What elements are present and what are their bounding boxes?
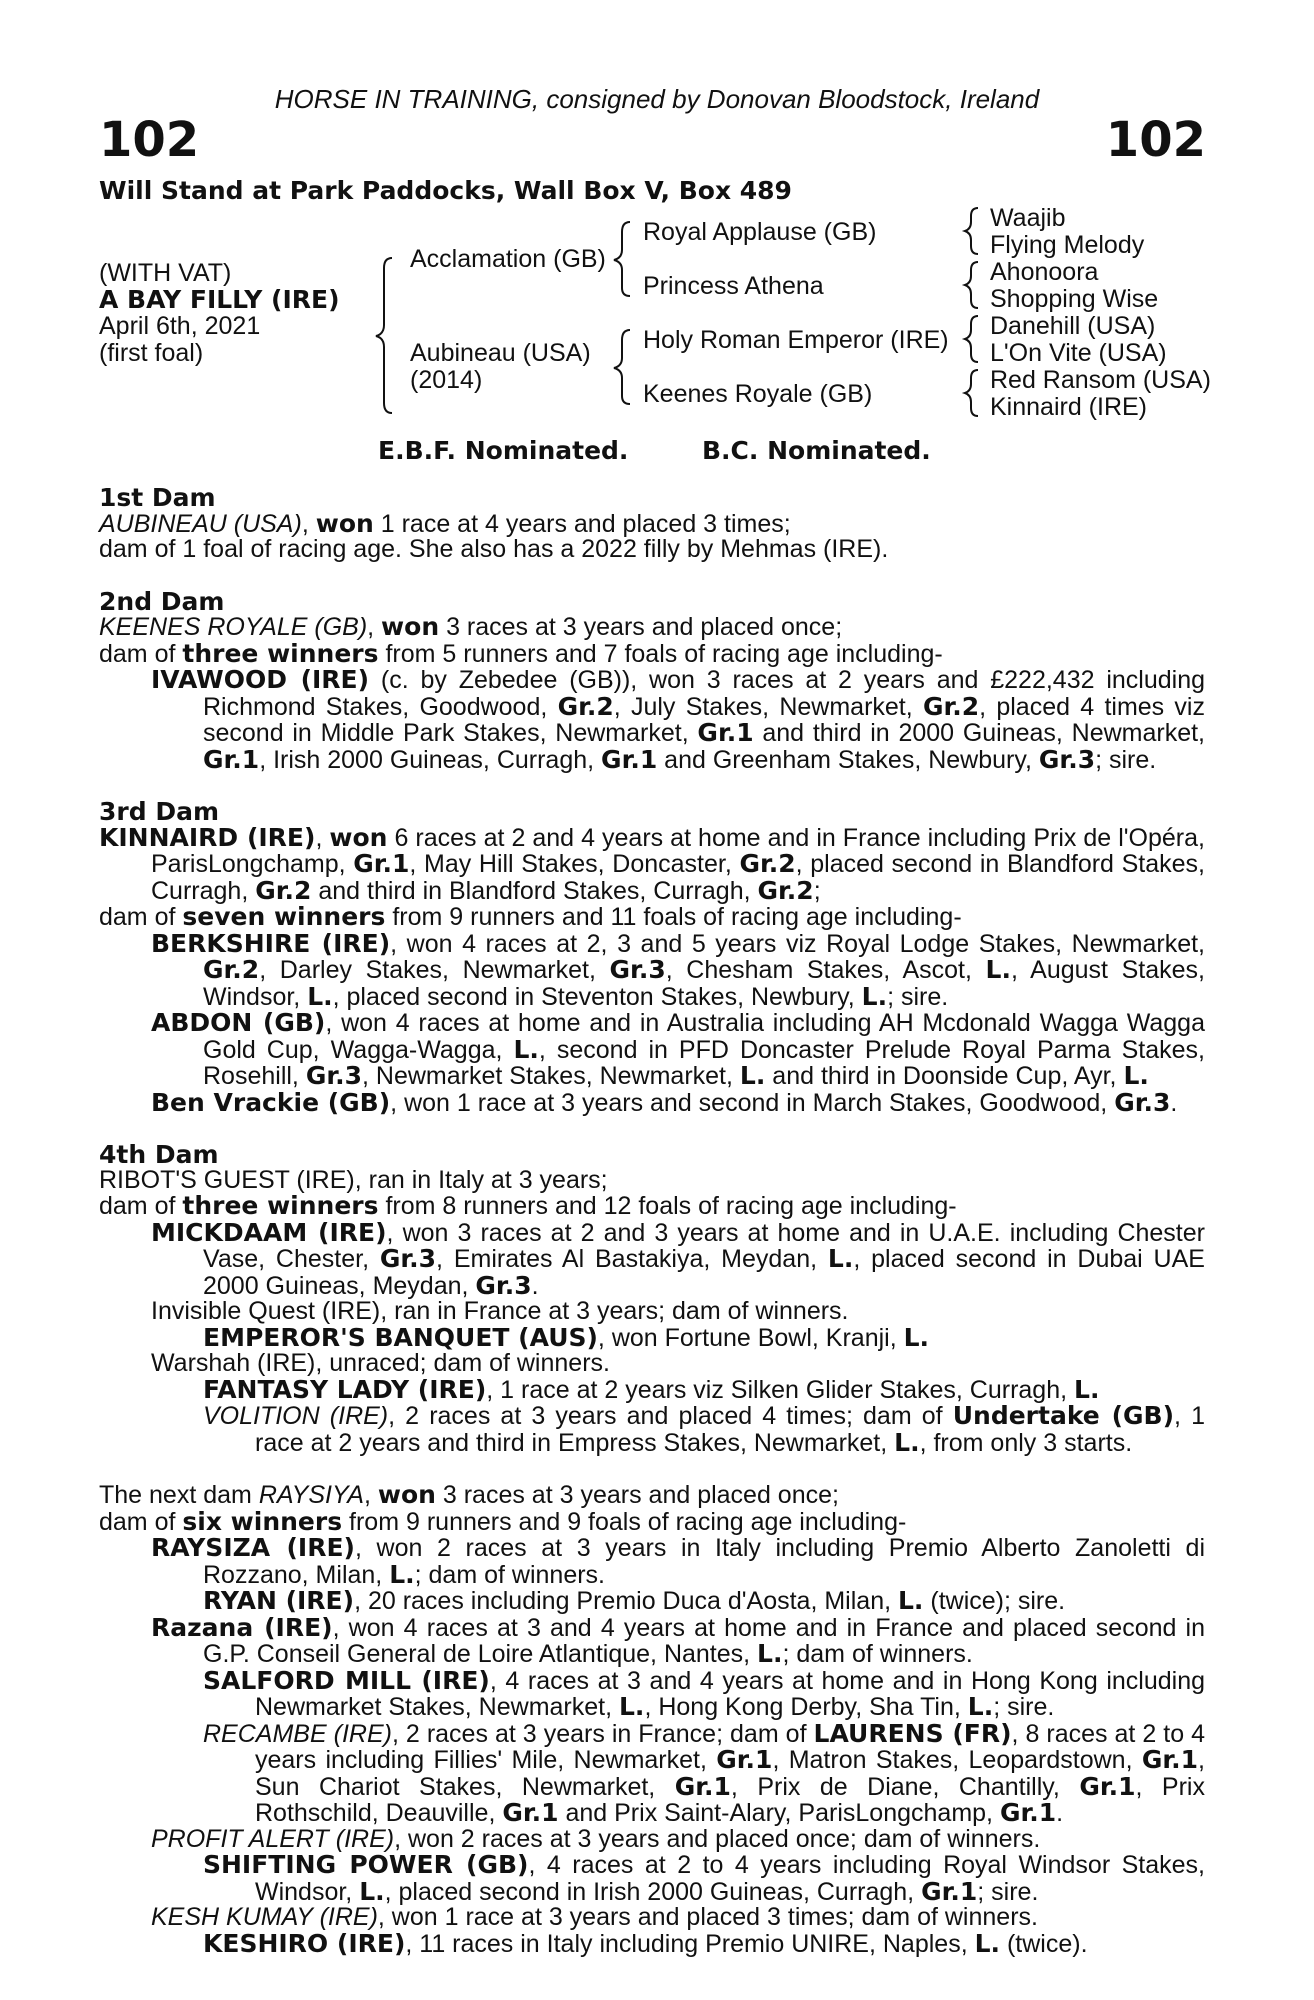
next-dam-produce: dam of six winners from 9 runners and 9 foals of racing age including- — [99, 1506, 907, 1536]
produce-entry: ABDON (GB), won 4 races at home and in Australia including AH Mcdonald Wagga Wagga Gold Cup, Wagga-Wagga, L., second in PFD Doncaster Prelude Royal Parma Stakes, Rosehill, Gr.3, Newmarket Stakes, Newmarket, L. and third in Doonside Cup, Ayr, L. — [151, 1008, 1205, 1090]
great-grandparent-8: Kinnaird (IRE) — [990, 393, 1147, 421]
produce-entry: FANTASY LADY (IRE), 1 race at 2 years viz Silken Glider Stakes, Curragh, L. — [203, 1374, 1100, 1404]
catalogue-text — [99, 485, 1205, 1957]
foal-note: (first foal) — [99, 339, 204, 367]
third-dam-produce: dam of seven winners from 9 runners and 11 foals of racing age including- — [99, 902, 962, 931]
produce-entry: KESH KUMAY (IRE), won 1 race at 3 years and placed 3 times; dam of winners. — [151, 1903, 1038, 1931]
great-grandparent-5: Danehill (USA) — [990, 312, 1156, 340]
first-dam-record: AUBINEAU (USA), won 1 race at 4 years and placed 3 times; — [99, 508, 791, 538]
produce-entry: RYAN (IRE), 20 races including Premio Duca d'Aosta, Milan, L. (twice); sire. — [203, 1586, 1066, 1615]
foaling-date: April 6th, 2021 — [99, 312, 261, 340]
produce-entry: Ben Vrackie (GB), won 1 race at 3 years and second in March Stakes, Goodwood, Gr.3. — [151, 1087, 1178, 1117]
produce-entry: BERKSHIRE (IRE), won 4 races at 2, 3 and 5 years viz Royal Lodge Stakes, Newmarket, Gr.2, Darley Stakes, Newmarket, Gr.3, Chesham Stakes, Ascot, L., August Stakes, Windsor, L., placed second in Steventon Stakes, Newbury, L.; sire. — [151, 928, 1205, 1011]
great-grandparent-4: Shopping Wise — [990, 285, 1159, 313]
produce-entry: EMPEROR'S BANQUET (AUS), won Fortune Bowl, Kranji, L. — [203, 1322, 930, 1352]
vat-note: (WITH VAT) — [99, 259, 232, 287]
produce-entry: KESHIRO (IRE), 11 races in Italy including Premio UNIRE, Naples, L. (twice). — [203, 1928, 1088, 1958]
third-dam-record: KINNAIRD (IRE), won 6 races at 2 and 4 years at home and in France including Prix de l'Opéra, ParisLongchamp, Gr.1, May Hill Stakes, Doncaster, Gr.2, placed second in Blandford Stakes, Curragh, Gr.2 and third in Blandford Stakes, Curragh, Gr.2; — [99, 822, 1205, 905]
produce-entry: Warshah (IRE), unraced; dam of winners. — [151, 1349, 610, 1377]
produce-entry: IVAWOOD (IRE) (c. by Zebedee (GB)), won 3 races at 2 years and £222,432 including Richmond Stakes, Goodwood, Gr.2, July Stakes, Newmarket, Gr.2, placed 4 times viz second in Middle Park Stakes, Newmarket, Gr.1 and third in 2000 Guineas, Newmarket, Gr.1, Irish 2000 Guineas, Curragh, Gr.1 and Greenham Stakes, Newbury, Gr.3; sire. — [151, 665, 1206, 774]
stand-location: Will Stand at Park Paddocks, Wall Box V, Box 489 — [99, 176, 792, 205]
produce-entry: VOLITION (IRE), 2 races at 3 years and placed 4 times; dam of Undertake (GB), 1 race at 2 years and third in Empress Stakes, Newmarket, L., from only 3 starts. — [203, 1401, 1206, 1457]
great-grandparent-3: Ahonoora — [990, 258, 1099, 286]
sire-name: Acclamation (GB) — [410, 245, 606, 273]
produce-entry: Invisible Quest (IRE), ran in France at 3 years; dam of winners. — [151, 1297, 849, 1325]
second-dam-section — [99, 586, 1206, 774]
lot-number-right: 102 — [1105, 112, 1206, 168]
produce-entry: PROFIT ALERT (IRE), won 2 races at 3 years and placed once; dam of winners. — [151, 1824, 1041, 1853]
grandsire-2: Holy Roman Emperor (IRE) — [643, 326, 949, 354]
third-dam-heading: 3rd Dam — [99, 797, 219, 826]
fourth-dam-produce: dam of three winners from 8 runners and 12 foals of racing age including- — [99, 1191, 957, 1220]
great-grandparent-6: L'On Vite (USA) — [990, 339, 1167, 367]
dam-name: Aubineau (USA) — [410, 339, 591, 367]
great-grandparent-2: Flying Melody — [990, 231, 1145, 259]
first-dam-heading: 1st Dam — [99, 483, 216, 512]
dam-year: (2014) — [410, 366, 483, 394]
great-grandparent-1: Waajib — [990, 204, 1066, 232]
pedigree-brackets — [0, 0, 1314, 460]
produce-entry: MICKDAAM (IRE), won 3 races at 2 and 3 years at home and in U.A.E. including Chester Vase, Chester, Gr.3, Emirates Al Bastakiya, Meydan, L., placed second in Dubai UAE 2000 Guineas, Meydan, Gr.3. — [151, 1217, 1205, 1300]
grandsire-1: Royal Applause (GB) — [643, 218, 877, 246]
bc-nominated: B.C. Nominated. — [702, 436, 931, 465]
produce-entry: RAYSIZA (IRE), won 2 races at 3 years in Italy including Premio Alberto Zanoletti di Rozzano, Milan, L.; dam of winners. — [151, 1533, 1205, 1589]
third-dam-section — [99, 799, 1205, 1116]
first-dam-produce: dam of 1 foal of racing age. She also has a 2022 filly by Mehmas (IRE). — [99, 535, 889, 563]
lot-number-left: 102 — [99, 112, 200, 168]
fourth-dam-record: RIBOT'S GUEST (IRE), ran in Italy at 3 years; — [99, 1165, 608, 1194]
consignment-header: HORSE IN TRAINING, consigned by Donovan Bloodstock, Ireland — [274, 84, 1040, 114]
produce-entry: RECAMBE (IRE), 2 races at 3 years in France; dam of LAURENS (FR), 8 races at 2 to 4 years including Fillies' Mile, Newmarket, Gr.1, Matron Stakes, Leopardstown, Gr.1, Sun Chariot Stakes, Newmarket, Gr.1, Prix de Diane, Chantilly, Gr.1, Prix Rothschild, Deauville, Gr.1 and Prix Saint-Alary, ParisLongchamp, Gr.1. — [203, 1718, 1206, 1827]
produce-entry: SHIFTING POWER (GB), 4 races at 2 to 4 years including Royal Windsor Stakes, Windsor, L., placed second in Irish 2000 Guineas, Curragh, Gr.1; sire. — [203, 1850, 1205, 1906]
second-dam-produce: dam of three winners from 5 runners and 7 foals of racing age including- — [99, 638, 943, 668]
granddam-2: Keenes Royale (GB) — [643, 380, 873, 408]
granddam-1: Princess Athena — [643, 272, 824, 300]
produce-entry: Razana (IRE), won 4 races at 3 and 4 years at home and in France and placed second in G.P. Conseil General de Loire Atlantique, Nantes, L.; dam of winners. — [151, 1612, 1205, 1668]
great-grandparent-7: Red Ransom (USA) — [990, 366, 1211, 394]
lot-horse-name: A BAY FILLY (IRE) — [99, 285, 340, 314]
first-dam-section — [99, 485, 1205, 563]
fourth-dam-heading: 4th Dam — [99, 1140, 219, 1169]
ebf-nominated: E.B.F. Nominated. — [378, 436, 629, 465]
second-dam-heading: 2nd Dam — [99, 586, 225, 616]
next-dam-record: The next dam RAYSIYA, won 3 races at 3 years and placed once; — [99, 1480, 839, 1509]
produce-entry: SALFORD MILL (IRE), 4 races at 3 and 4 years at home and in Hong Kong including Newmarket Stakes, Newmarket, L., Hong Kong Derby, Sha Tin, L.; sire. — [203, 1665, 1205, 1721]
fourth-dam-section — [99, 1142, 1205, 1456]
next-dam-section — [99, 1482, 1205, 1957]
second-dam-record: KEENES ROYALE (GB), won 3 races at 3 years and placed once; — [99, 612, 843, 641]
dam-name: AUBINEAU (USA) — [99, 509, 302, 538]
